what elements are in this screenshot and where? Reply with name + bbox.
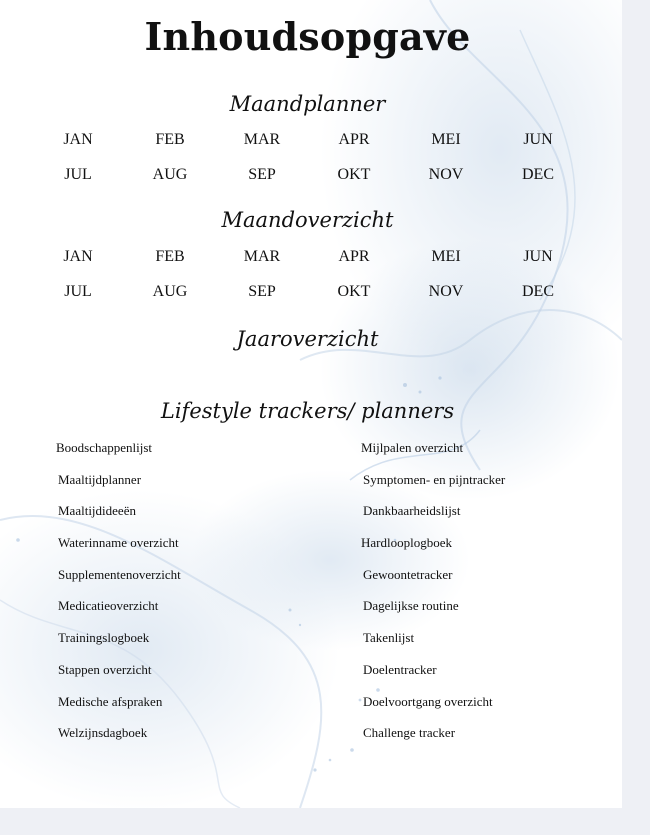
maandoverzicht-month-jan[interactable]: JAN bbox=[63, 248, 93, 265]
maandplanner-month-apr[interactable]: APR bbox=[338, 131, 370, 148]
maandoverzicht-month-sep[interactable]: SEP bbox=[248, 283, 276, 300]
maandplanner-month-mar[interactable]: MAR bbox=[243, 131, 281, 148]
lifestyle-heading: Lifestyle trackers/ planners bbox=[160, 399, 455, 423]
maandplanner-month-feb[interactable]: FEB bbox=[155, 131, 185, 148]
maandoverzicht-month-apr[interactable]: APR bbox=[338, 248, 370, 265]
maandplanner-month-aug[interactable]: AUG bbox=[152, 166, 188, 183]
maandplanner-month-okt[interactable]: OKT bbox=[337, 166, 371, 183]
maandplanner-month-jun[interactable]: JUN bbox=[523, 131, 553, 148]
maandplanner-month-dec[interactable]: DEC bbox=[522, 166, 554, 183]
list-item[interactable]: Dankbaarheidslijst bbox=[363, 503, 461, 519]
maandoverzicht-month-aug[interactable]: AUG bbox=[152, 283, 188, 300]
maandplanner-month-mei[interactable]: MEI bbox=[431, 131, 461, 148]
list-item[interactable]: Trainingslogboek bbox=[58, 630, 150, 646]
list-item[interactable]: Supplementenoverzicht bbox=[58, 566, 181, 582]
maandoverzicht-month-jul[interactable]: JUL bbox=[64, 283, 92, 300]
maandoverzicht-heading: Maandoverzicht bbox=[221, 208, 394, 232]
list-item[interactable]: Mijlpalen overzicht bbox=[361, 440, 464, 455]
list-item[interactable]: Welzijnsdagboek bbox=[58, 725, 148, 741]
maandplanner-month-jul[interactable]: JUL bbox=[64, 166, 92, 183]
list-item[interactable]: Doelvoortgang overzicht bbox=[363, 693, 493, 709]
maandplanner-heading: Maandplanner bbox=[229, 92, 386, 116]
list-item[interactable]: Medicatieoverzicht bbox=[58, 598, 159, 614]
maandoverzicht-month-feb[interactable]: FEB bbox=[155, 248, 185, 265]
list-item[interactable]: Challenge tracker bbox=[363, 725, 456, 741]
list-item[interactable]: Takenlijst bbox=[363, 630, 415, 646]
maandoverzicht-month-nov[interactable]: NOV bbox=[428, 283, 464, 300]
page-title: Inhoudsopgave bbox=[144, 14, 471, 59]
list-item[interactable]: Maaltijdideeën bbox=[58, 503, 136, 519]
maandplanner-month-jan[interactable]: JAN bbox=[63, 131, 93, 148]
jaaroverzicht-link[interactable]: Jaaroverzicht bbox=[236, 327, 379, 351]
list-item[interactable]: Boodschappenlijst bbox=[56, 440, 153, 455]
maandplanner-month-sep[interactable]: SEP bbox=[248, 166, 276, 183]
list-item[interactable]: Dagelijkse routine bbox=[363, 598, 459, 614]
lifestyle-left-column bbox=[58, 440, 181, 757]
list-item[interactable]: Doelentracker bbox=[363, 661, 437, 677]
list-item[interactable]: Maaltijdplanner bbox=[58, 471, 142, 487]
list-item[interactable]: Symptomen- en pijntracker bbox=[363, 471, 506, 487]
list-item[interactable]: Gewoontetracker bbox=[363, 566, 453, 582]
list-item[interactable]: Medische afspraken bbox=[58, 693, 163, 709]
maandoverzicht-month-mei[interactable]: MEI bbox=[431, 248, 461, 265]
list-item[interactable]: Hardlooplogboek bbox=[361, 535, 452, 551]
maandplanner-month-nov[interactable]: NOV bbox=[428, 166, 464, 183]
maandoverzicht-month-mar[interactable]: MAR bbox=[243, 248, 281, 265]
list-item[interactable]: Stappen overzicht bbox=[58, 661, 152, 677]
maandoverzicht-months bbox=[32, 247, 584, 317]
lifestyle-right-column bbox=[363, 440, 505, 757]
maandoverzicht-month-okt[interactable]: OKT bbox=[337, 283, 371, 300]
maandoverzicht-month-jun[interactable]: JUN bbox=[523, 248, 553, 265]
maandoverzicht-month-dec[interactable]: DEC bbox=[522, 283, 554, 300]
maandplanner-months bbox=[32, 130, 584, 200]
list-item[interactable]: Waterinname overzicht bbox=[58, 535, 179, 551]
